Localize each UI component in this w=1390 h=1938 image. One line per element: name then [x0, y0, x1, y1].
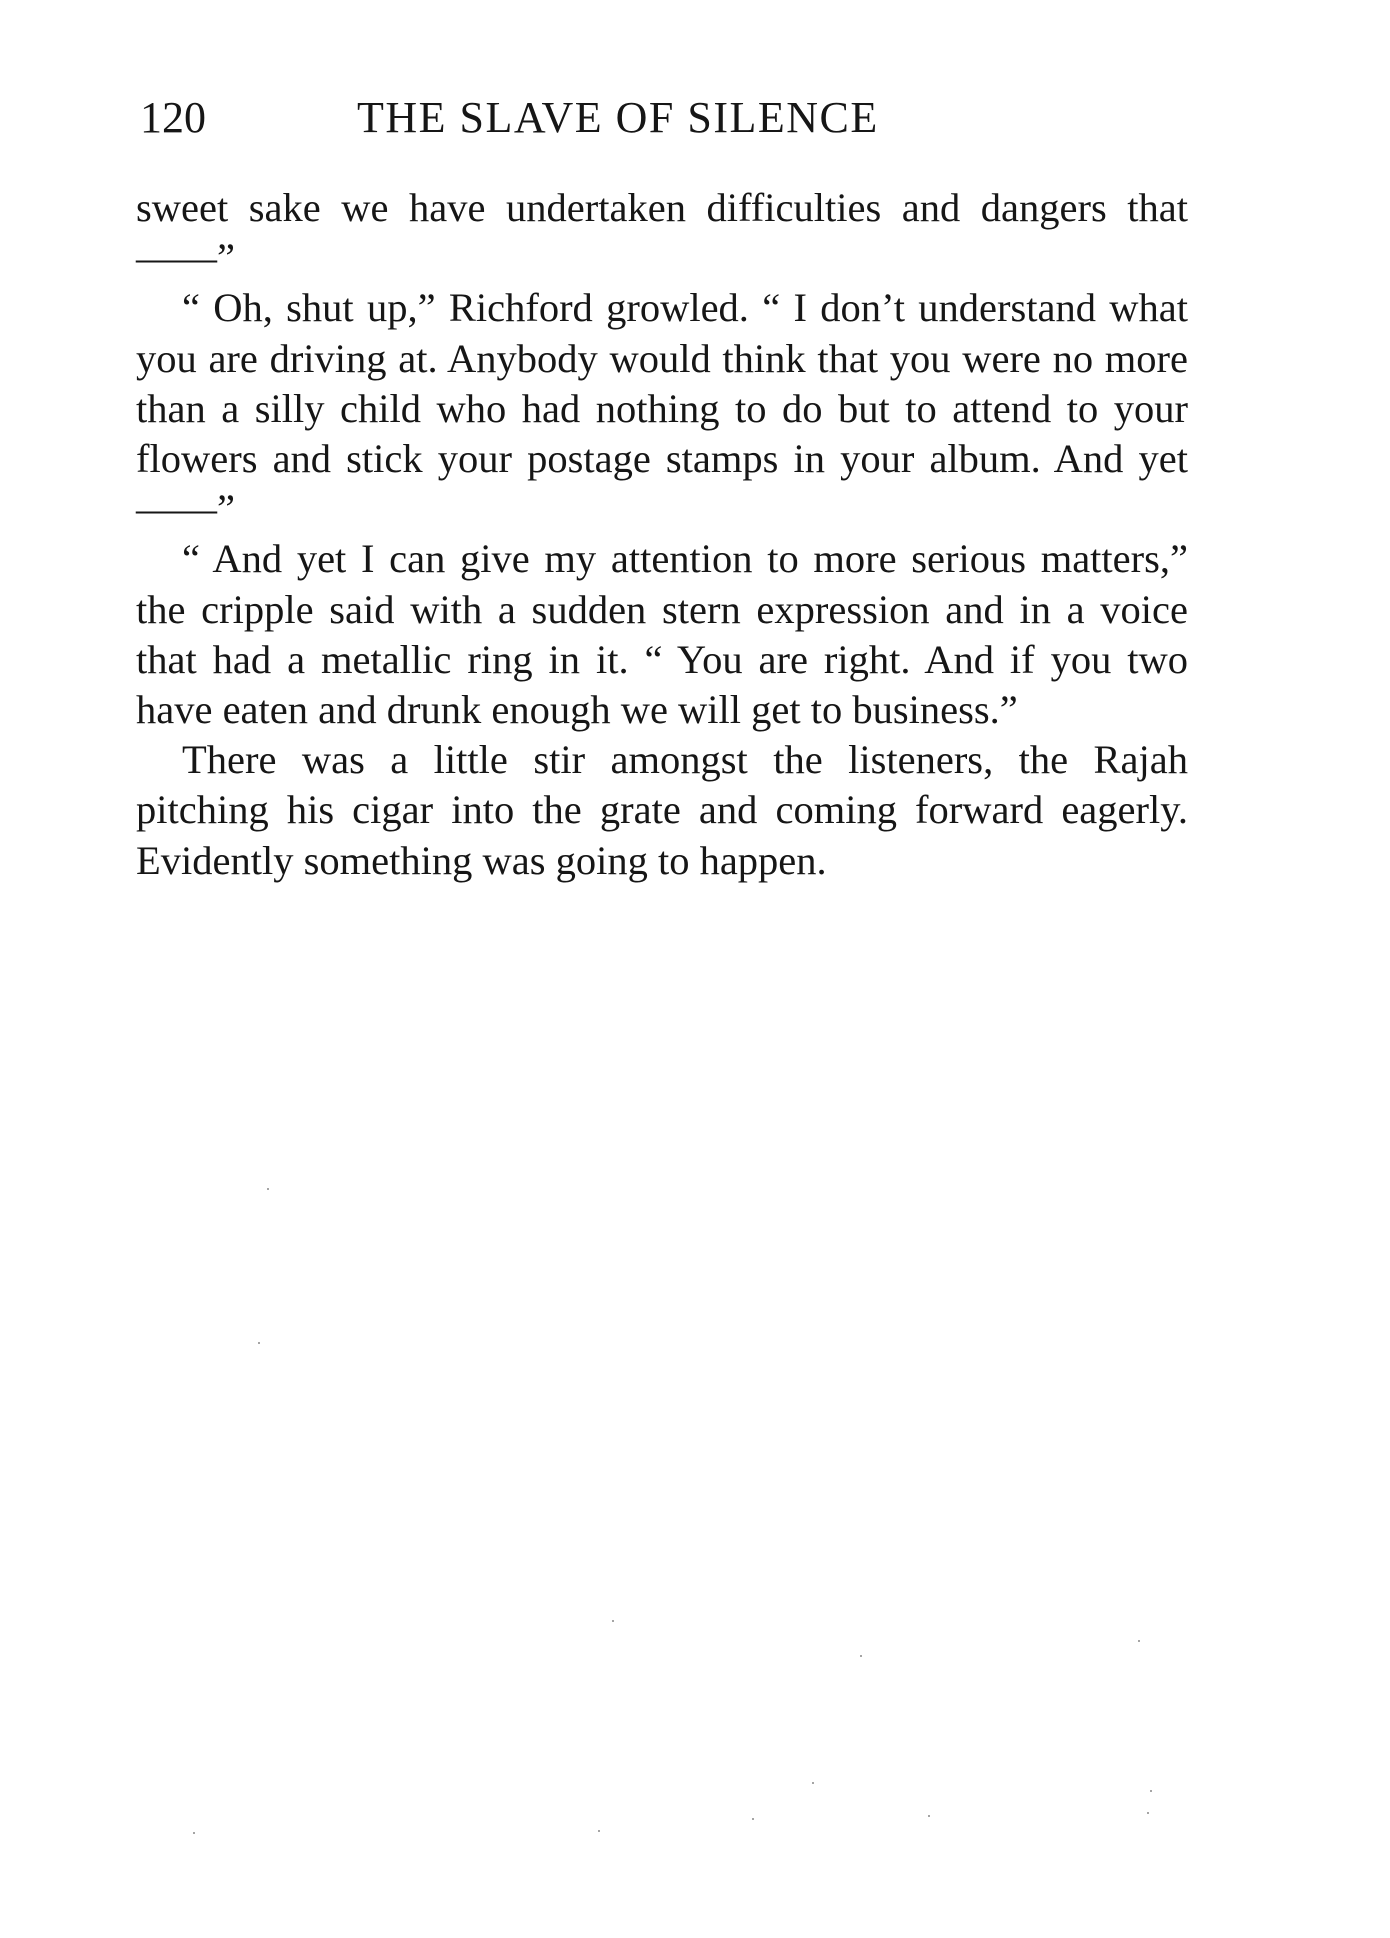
- body-text: [136, 183, 1188, 886]
- paragraph: “ Oh, shut up,” Richford growled. “ I don’t understand what you are driving at. Anybody would think that you were no more than a silly child who had nothing to do but to attend to your flowers and stick your postage stamps in your album. And yet ——”: [136, 285, 1188, 532]
- paragraph: There was a little stir amongst the listeners, the Rajah pitching his cigar into the grate and coming forward eagerly. Evidently something was going to happen.: [136, 737, 1188, 883]
- paragraph: “ And yet I can give my attention to more serious matters,” the cripple said with a sudden stern expression and in a voice that had a metallic ring in it. “ You are right. And if you two have eaten and drunk enough we will get to business.”: [136, 536, 1188, 733]
- page-number: 120: [140, 93, 206, 142]
- running-title: THE SLAVE OF SILENCE: [357, 93, 879, 142]
- page-header: [140, 88, 1195, 148]
- paragraph-continuation: sweet sake we have undertaken difficulties and dangers that ——”: [136, 185, 1188, 281]
